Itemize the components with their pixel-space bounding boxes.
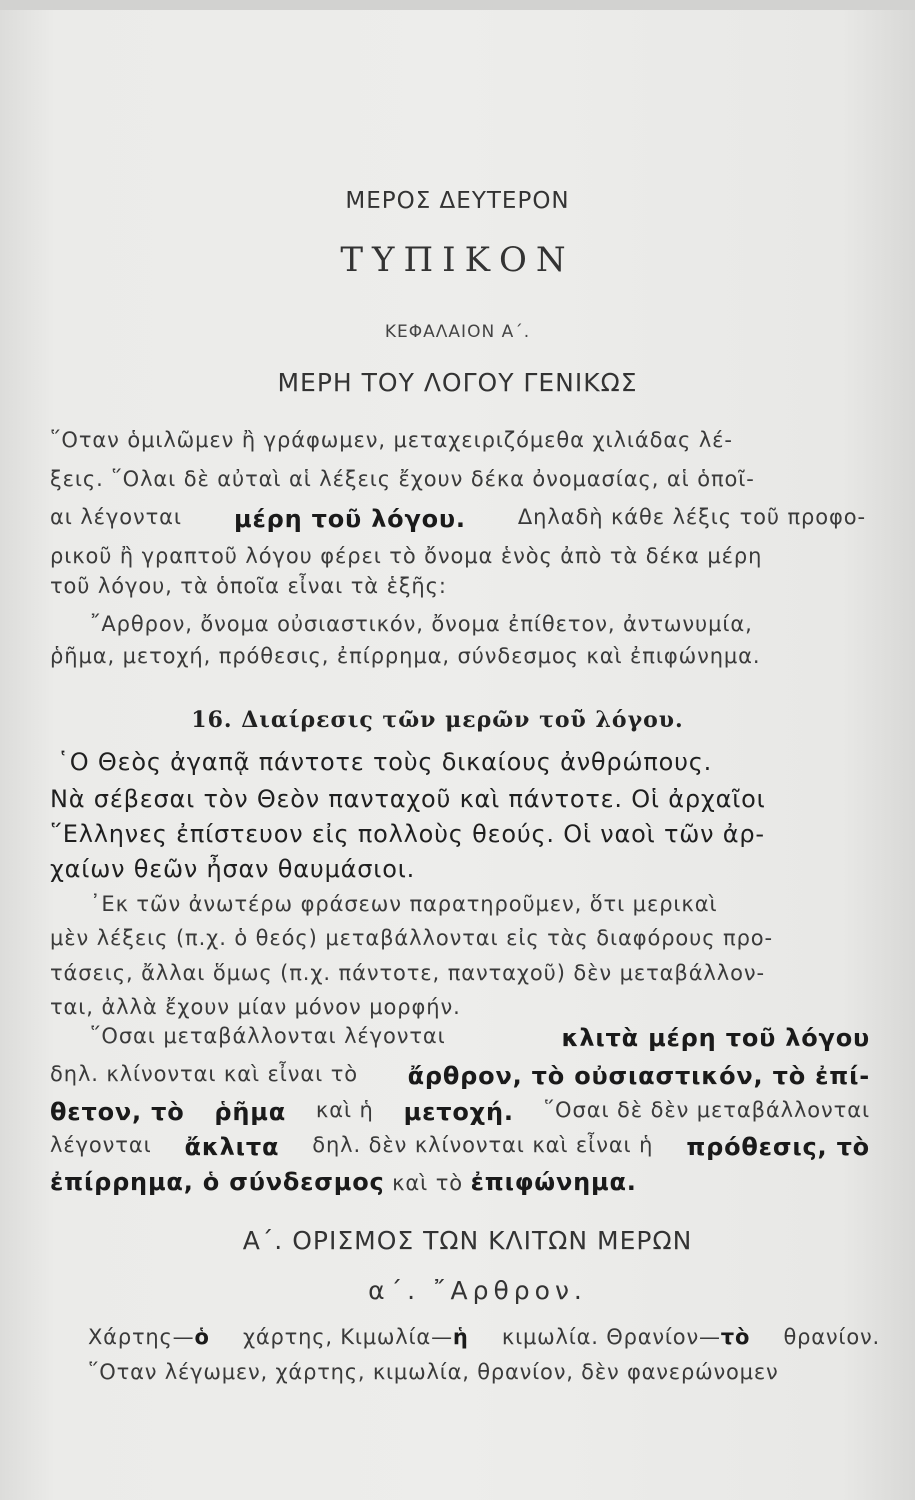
- intro-line-7: ῥῆμα, μετοχή, πρόθεσις, ἐπίρρημα, σύνδεσμος καὶ ἐπιφώνημα.: [50, 644, 761, 668]
- para2-line-3: θετον, τὸ ῥῆμα καὶ ἡ μετοχή. ῞Οσαι δὲ δὲν μεταβάλλονται: [50, 1098, 870, 1126]
- page-top-edge: [0, 0, 915, 10]
- term-aklita: ἄκλιτα: [184, 1133, 280, 1161]
- intro-line-5: τοῦ λόγου, τὰ ὁποῖα εἶναι τὰ ἑξῆς:: [50, 574, 447, 598]
- intro-line-4: ρικοῦ ἢ γραπτοῦ λόγου φέρει τὸ ὄνομα ἑνὸς ἀπὸ τὰ δέκα μέρη: [50, 544, 763, 568]
- intro-line-3: αι λέγονται μέρη τοῦ λόγου. Δηλαδὴ κάθε λέξις τοῦ προφο-: [50, 505, 866, 533]
- para2-line-1: ῞Οσαι μεταβάλλονται λέγονται κλιτὰ μέρη τοῦ λόγου: [90, 1024, 870, 1052]
- chapter-number: ΚΕΦΑΛΑΙΟΝ Α΄.: [384, 322, 531, 342]
- article-example-line: Χάρτης—ὁ χάρτης, Κιμωλία—ἡ κιμωλία. Θρανίον—τὸ θρανίον.: [88, 1325, 880, 1349]
- term-klita: κλιτὰ μέρη τοῦ λόγου: [561, 1024, 870, 1052]
- page-title: ΤΥΠΙΚΟΝ: [340, 240, 575, 280]
- intro-line-2: ξεις. ῞Ολαι δὲ αὐταὶ αἱ λέξεις ἔχουν δέκα ὀνομασίας, αἱ ὁποῖ-: [50, 467, 755, 491]
- para2-line-4: λέγονται ἄκλιτα δηλ. δὲν κλίνονται καὶ εἶναι ἡ πρόθεσις, τὸ: [50, 1133, 870, 1161]
- para-line-3: τάσεις, ἄλλαι ὅμως (π.χ. πάντοτε, πανταχοῦ) δὲν μεταβάλλον-: [50, 961, 765, 985]
- article-text-line: ῞Οταν λέγωμεν, χάρτης, κιμωλία, θρανίον, δὲν φανερώνομεν: [88, 1360, 779, 1384]
- para-line-4: ται, ἀλλὰ ἔχουν μίαν μόνον μορφήν.: [50, 995, 461, 1019]
- example-line-1: ῾Ο Θεὸς ἀγαπᾷ πάντοτε τοὺς δικαίους ἀνθρώπους.: [57, 748, 713, 776]
- intro-line-6: ῎Αρθρον, ὄνομα οὐσιαστικόν, ὄνομα ἐπίθετον, ἀντωνυμία,: [90, 612, 753, 636]
- term-meri-tou-logou: μέρη τοῦ λόγου.: [233, 505, 466, 533]
- chapter-title: ΜΕΡΗ ΤΟΥ ΛΟΓΟΥ ΓΕΝΙΚΩΣ: [277, 368, 638, 397]
- part-heading: ΜΕΡΟΣ ΔΕΥΤΕΡΟΝ: [345, 188, 570, 214]
- para-line-1: ᾽Εκ τῶν ἀνωτέρω φράσεων παρατηροῦμεν, ὅτι μερικαὶ: [90, 892, 718, 916]
- subsection-subheading: α΄. ῎Αρθρον.: [368, 1276, 587, 1305]
- para2-line-5: ἐπίρρημα, ὁ σύνδεσμος καὶ τὸ ἐπιφώνημα.: [50, 1168, 637, 1196]
- subsection-heading: Α΄. ΟΡΙΣΜΟΣ ΤΩΝ ΚΛΙΤΩΝ ΜΕΡΩΝ: [242, 1226, 693, 1255]
- section-16-heading: 16. Διαίρεσις τῶν μερῶν τοῦ λόγου.: [191, 707, 684, 733]
- example-line-3: ῞Ελληνες ἐπίστευον εἰς πολλοὺς θεούς. Οἱ ναοὶ τῶν ἀρ-: [50, 820, 765, 848]
- example-line-4: χαίων θεῶν ἦσαν θαυμάσιοι.: [50, 855, 416, 883]
- example-line-2: Νὰ σέβεσαι τὸν Θεὸν πανταχοῦ καὶ πάντοτε. Οἱ ἀρχαῖοι: [50, 785, 766, 813]
- para-line-2: μὲν λέξεις (π.χ. ὁ θεός) μεταβάλλονται εἰς τὰς διαφόρους προ-: [50, 926, 774, 950]
- intro-line-1: ῞Οταν ὁμιλῶμεν ἢ γράφωμεν, μεταχειριζόμεθα χιλιάδας λέ-: [50, 428, 733, 452]
- para2-line-2: δηλ. κλίνονται καὶ εἶναι τὸ ἄρθρον, τὸ οὐσιαστικόν, τὸ ἐπί-: [50, 1062, 870, 1090]
